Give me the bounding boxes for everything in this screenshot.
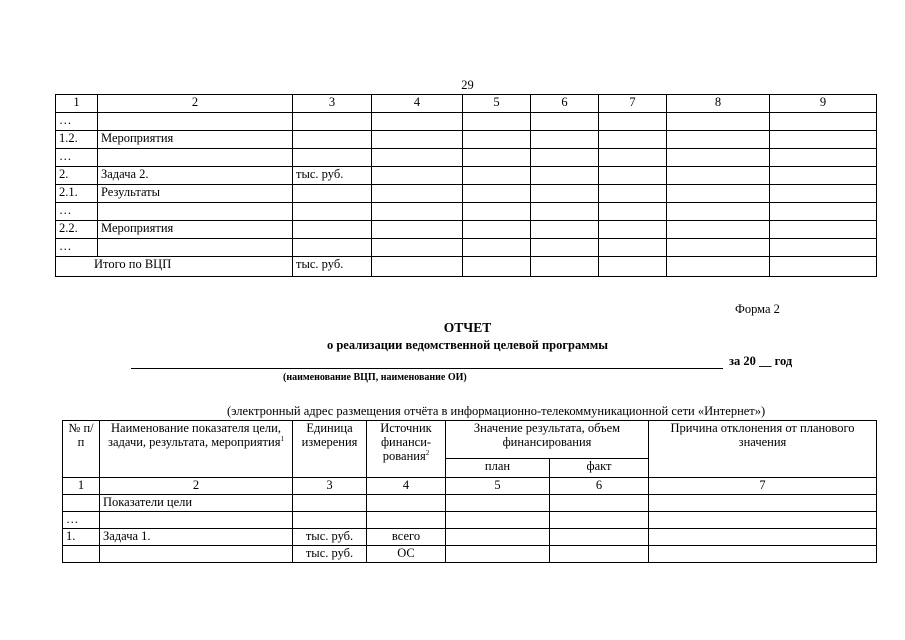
- row-name: Показатели цели: [100, 495, 293, 512]
- empty-cell: [531, 185, 599, 203]
- row-num: …: [63, 512, 100, 529]
- empty-cell: [550, 512, 649, 529]
- empty-cell: [667, 239, 770, 257]
- row-name: [98, 113, 293, 131]
- empty-cell: [463, 257, 531, 277]
- row-name: [100, 546, 293, 563]
- empty-cell: [667, 113, 770, 131]
- empty-cell: [531, 131, 599, 149]
- row-name: [100, 512, 293, 529]
- row-name: Результаты: [98, 185, 293, 203]
- empty-cell: [372, 149, 463, 167]
- row-unit: [293, 221, 372, 239]
- row-name: Задача 1.: [100, 529, 293, 546]
- empty-cell: [463, 131, 531, 149]
- table-row: [63, 512, 877, 529]
- row-num: [63, 546, 100, 563]
- header-reason: Причина отклонения от планового значения: [649, 421, 877, 478]
- empty-cell: [599, 221, 667, 239]
- empty-cell: [599, 203, 667, 221]
- table-row: [56, 203, 877, 221]
- header-unit: Единица измерения: [293, 421, 367, 478]
- col-number-cell: 7: [599, 95, 667, 113]
- header-value: Значение результата, объем финансирования: [446, 421, 649, 459]
- header-source: Источник финанси-рования$^2$: [367, 421, 446, 478]
- empty-cell: [446, 546, 550, 563]
- empty-cell: [463, 221, 531, 239]
- col-number-cell: 5: [463, 95, 531, 113]
- empty-cell: [372, 131, 463, 149]
- empty-cell: [446, 495, 550, 512]
- report-year: за 20 __ год: [729, 354, 793, 368]
- col-number-cell: 5: [446, 478, 550, 495]
- empty-cell: [770, 221, 877, 239]
- empty-cell: [667, 257, 770, 277]
- empty-cell: [372, 203, 463, 221]
- empty-cell: [667, 185, 770, 203]
- row-name: Мероприятия: [98, 131, 293, 149]
- row-name: Мероприятия: [98, 221, 293, 239]
- table-row: [56, 185, 877, 203]
- empty-cell: [770, 149, 877, 167]
- row-source: всего: [367, 529, 446, 546]
- row-num: …: [56, 239, 98, 257]
- empty-cell: [599, 149, 667, 167]
- row-num: [63, 495, 100, 512]
- header-num: № п/п: [63, 421, 100, 478]
- col-number-cell: 2: [100, 478, 293, 495]
- row-unit: тыс. руб.: [293, 529, 367, 546]
- empty-cell: [599, 239, 667, 257]
- col-number-cell: 1: [63, 478, 100, 495]
- row-num: 1.: [63, 529, 100, 546]
- row-num: …: [56, 149, 98, 167]
- row-num: 2.: [56, 167, 98, 185]
- col-number-cell: 4: [372, 95, 463, 113]
- table-row: [56, 167, 877, 185]
- empty-cell: [599, 185, 667, 203]
- col-number-cell: 7: [649, 478, 877, 495]
- row-unit: [293, 239, 372, 257]
- program-name-caption: (наименование ВЦП, наименование ОИ): [283, 372, 467, 383]
- empty-cell: [770, 185, 877, 203]
- empty-cell: [463, 239, 531, 257]
- empty-cell: [463, 167, 531, 185]
- empty-cell: [463, 149, 531, 167]
- empty-cell: [372, 221, 463, 239]
- address-caption: (электронный адрес размещения отчёта в информационно-телекоммуникационной сети «Интернет»): [227, 404, 766, 418]
- empty-cell: [770, 239, 877, 257]
- report-title: ОТЧЕТ: [443, 320, 492, 335]
- col-number-cell: 4: [367, 478, 446, 495]
- empty-cell: [649, 546, 877, 563]
- col-number-cell: 6: [550, 478, 649, 495]
- empty-cell: [446, 529, 550, 546]
- row-unit: [293, 113, 372, 131]
- form-label: Форма 2: [735, 302, 780, 316]
- row-num: 1.2.: [56, 131, 98, 149]
- empty-cell: [372, 239, 463, 257]
- row-unit: [293, 149, 372, 167]
- row-name: [98, 203, 293, 221]
- empty-cell: [550, 546, 649, 563]
- empty-cell: [649, 529, 877, 546]
- row-unit: [293, 203, 372, 221]
- row-name: Задача 2.: [98, 167, 293, 185]
- col-number-cell: 8: [667, 95, 770, 113]
- empty-cell: [372, 257, 463, 277]
- empty-cell: [531, 239, 599, 257]
- empty-cell: [599, 113, 667, 131]
- empty-cell: [463, 203, 531, 221]
- row-num: 2.2.: [56, 221, 98, 239]
- empty-cell: [372, 167, 463, 185]
- row-source: [367, 512, 446, 529]
- empty-cell: [667, 221, 770, 239]
- table-row: [63, 495, 877, 512]
- empty-cell: [667, 203, 770, 221]
- empty-cell: [770, 113, 877, 131]
- empty-cell: [372, 185, 463, 203]
- empty-cell: [667, 149, 770, 167]
- table-row: [56, 149, 877, 167]
- empty-cell: [463, 113, 531, 131]
- row-source: [367, 495, 446, 512]
- empty-cell: [531, 167, 599, 185]
- empty-cell: [599, 131, 667, 149]
- empty-cell: [667, 131, 770, 149]
- row-unit: [293, 185, 372, 203]
- col-number-cell: 3: [293, 95, 372, 113]
- empty-cell: [446, 512, 550, 529]
- row-unit: [293, 512, 367, 529]
- row-name: [98, 239, 293, 257]
- empty-cell: [531, 149, 599, 167]
- row-unit: тыс. руб.: [293, 167, 372, 185]
- total-row: [56, 257, 877, 277]
- row-num: 2.1.: [56, 185, 98, 203]
- header-fact: факт: [550, 459, 649, 478]
- program-name-line: [131, 354, 723, 369]
- continuation-table: [55, 94, 877, 277]
- empty-cell: [531, 221, 599, 239]
- empty-cell: [770, 167, 877, 185]
- empty-cell: [463, 185, 531, 203]
- row-source: ОС: [367, 546, 446, 563]
- total-unit: тыс. руб.: [293, 257, 372, 277]
- empty-cell: [550, 495, 649, 512]
- col-number-cell: 3: [293, 478, 367, 495]
- row-unit: тыс. руб.: [293, 546, 367, 563]
- empty-cell: [531, 113, 599, 131]
- empty-cell: [531, 257, 599, 277]
- col-number-cell: 9: [770, 95, 877, 113]
- empty-cell: [372, 113, 463, 131]
- report-table: [62, 420, 877, 563]
- empty-cell: [531, 203, 599, 221]
- empty-cell: [770, 203, 877, 221]
- empty-cell: [770, 257, 877, 277]
- col-number-cell: 2: [98, 95, 293, 113]
- empty-cell: [649, 495, 877, 512]
- table-row: [56, 221, 877, 239]
- header-name: Наименование показателя цели, задачи, результата, мероприятия$^1$: [100, 421, 293, 478]
- empty-cell: [649, 512, 877, 529]
- empty-cell: [770, 131, 877, 149]
- report-subtitle: о реализации ведомственной целевой программы: [326, 338, 609, 352]
- col-number-cell: 6: [531, 95, 599, 113]
- empty-cell: [667, 167, 770, 185]
- empty-cell: [599, 257, 667, 277]
- empty-cell: [599, 167, 667, 185]
- col-number-cell: 1: [56, 95, 98, 113]
- row-name: [98, 149, 293, 167]
- table-row: [63, 546, 877, 563]
- row-num: …: [56, 113, 98, 131]
- row-unit: [293, 495, 367, 512]
- empty-cell: [550, 529, 649, 546]
- table-row: [56, 113, 877, 131]
- page-number: 29: [461, 78, 474, 92]
- row-unit: [293, 131, 372, 149]
- row-num: …: [56, 203, 98, 221]
- header-plan: план: [446, 459, 550, 478]
- total-label: Итого по ВЦП: [56, 257, 293, 277]
- table-row: [56, 131, 877, 149]
- table-row: [56, 239, 877, 257]
- table-row: [63, 529, 877, 546]
